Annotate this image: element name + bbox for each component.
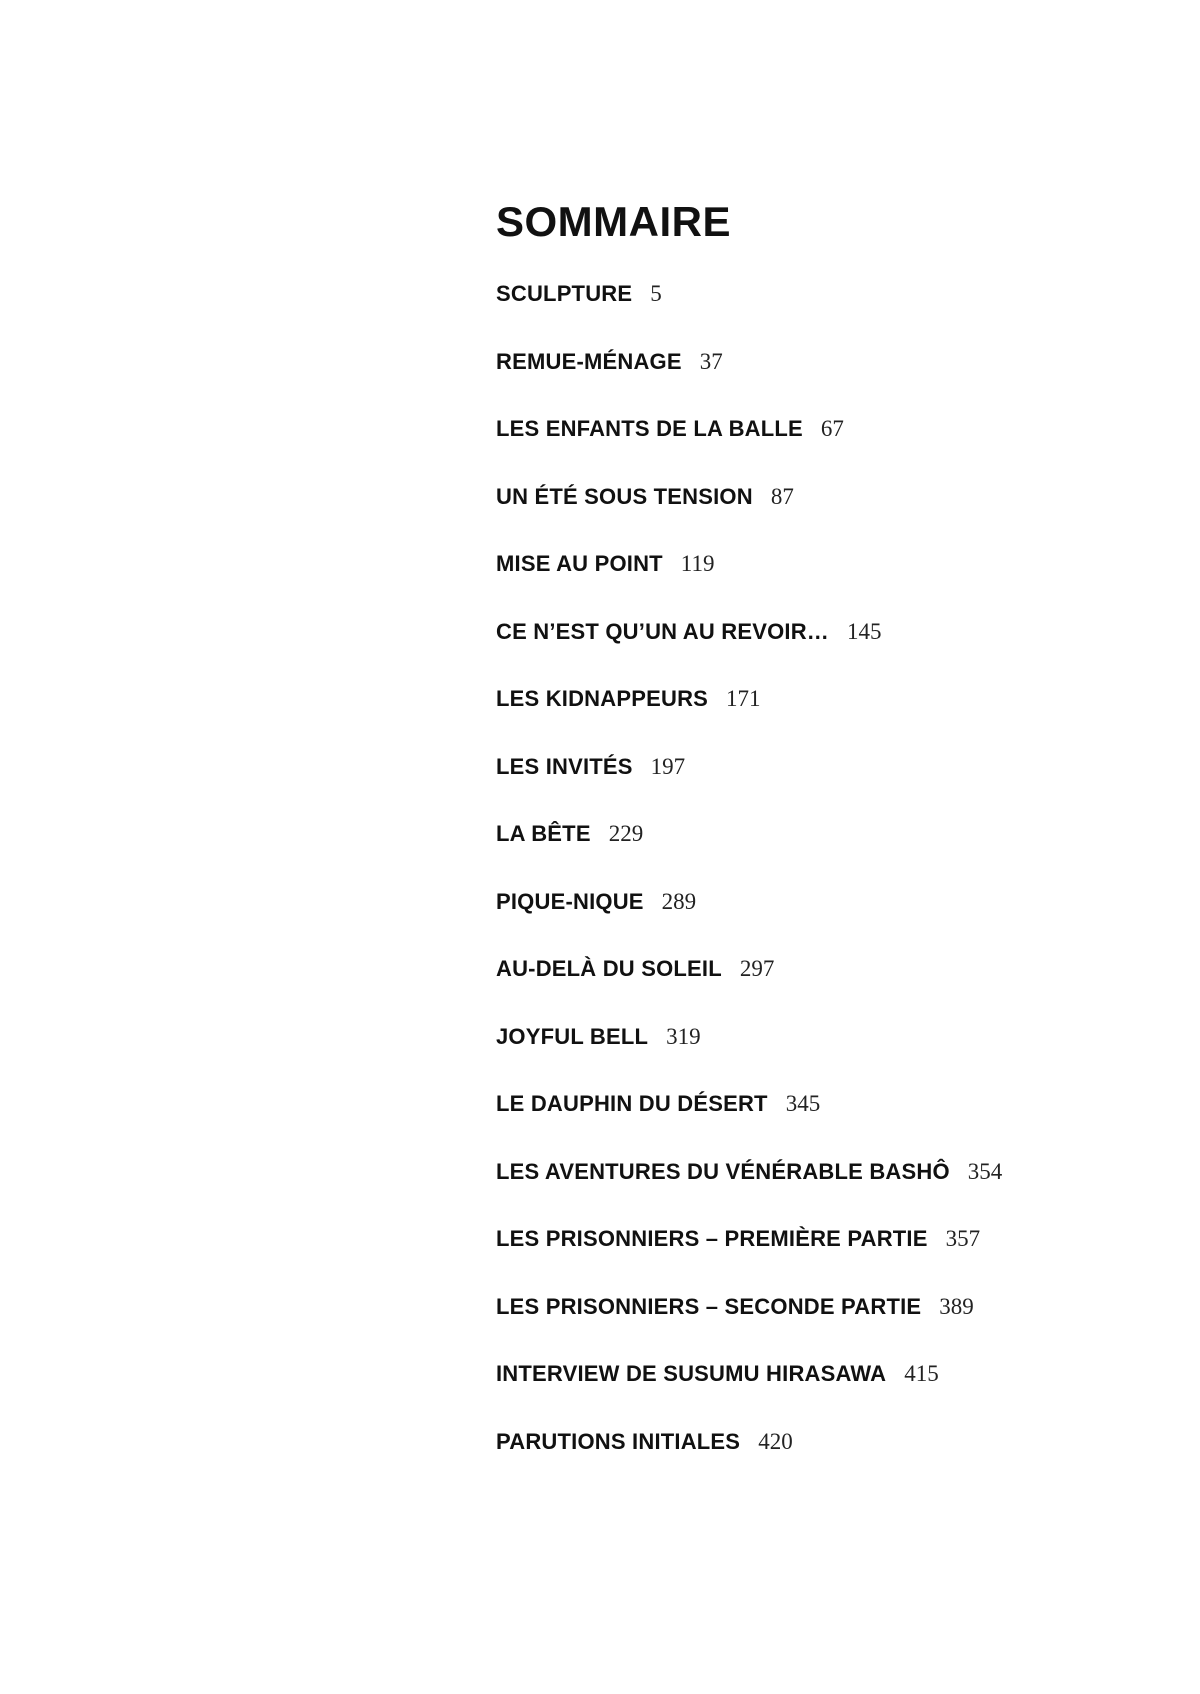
toc-entry-title: LES KIDNAPPEURS <box>496 686 709 711</box>
toc-entry-page-number: 289 <box>661 888 697 914</box>
toc-entry-title: CE N’EST QU’UN AU REVOIR… <box>496 618 829 644</box>
toc-entry <box>496 346 1002 414</box>
table-of-contents <box>496 196 1136 1454</box>
toc-entry <box>496 1088 1002 1156</box>
toc-entry-title: UN ÉTÉ SOUS TENSION <box>496 483 753 509</box>
toc-entry <box>496 1223 1002 1291</box>
toc-entry-title: INTERVIEW DE SUSUMU HIRASAWA <box>496 1361 887 1386</box>
toc-entry <box>496 616 1002 684</box>
toc-entry <box>496 886 1002 954</box>
toc-entry-title: MISE AU POINT <box>496 551 663 576</box>
toc-entry-title: LES PRISONNIERS – SECONDE PARTIE <box>496 1293 922 1319</box>
toc-entry-page-number: 145 <box>847 618 882 644</box>
toc-list <box>496 278 1002 1493</box>
toc-entry <box>496 1426 1002 1494</box>
toc-entry-page-number: 297 <box>739 956 775 981</box>
toc-entry-page-number: 319 <box>666 1023 701 1049</box>
toc-entry-page-number: 354 <box>967 1158 1003 1184</box>
toc-title: SOMMAIRE <box>496 198 731 245</box>
toc-entry-title: AU-DELÀ DU SOLEIL <box>496 956 722 981</box>
toc-entry-page-number: 5 <box>650 281 662 306</box>
toc-entry-title: LES PRISONNIERS – PREMIÈRE PARTIE <box>496 1226 928 1251</box>
toc-entry-page-number: 389 <box>939 1293 974 1319</box>
toc-entry-page-number: 67 <box>820 416 844 441</box>
toc-entry-title: LE DAUPHIN DU DÉSERT <box>496 1091 768 1116</box>
toc-entry-page-number: 420 <box>758 1428 793 1454</box>
toc-entry-title: LES AVENTURES DU VÉNÉRABLE BASHÔ <box>496 1158 950 1184</box>
toc-entry <box>496 1291 1002 1359</box>
toc-entry <box>496 1156 1002 1224</box>
toc-entry <box>496 481 1002 549</box>
toc-entry-page-number: 197 <box>650 753 686 779</box>
toc-entry-page-number: 357 <box>945 1226 981 1251</box>
toc-entry-page-number: 37 <box>699 348 723 374</box>
toc-entry <box>496 548 1002 616</box>
toc-entry-title: PIQUE-NIQUE <box>496 888 644 914</box>
toc-entry-title: JOYFUL BELL <box>496 1023 649 1049</box>
toc-entry-page-number: 87 <box>770 483 794 509</box>
toc-entry <box>496 751 1002 819</box>
toc-entry-title: PARUTIONS INITIALES <box>496 1428 741 1454</box>
toc-entry <box>496 683 1002 751</box>
toc-entry-title: REMUE-MÉNAGE <box>496 348 682 374</box>
toc-entry <box>496 278 1002 346</box>
toc-entry-title: SCULPTURE <box>496 281 633 306</box>
toc-entry-title: LA BÊTE <box>496 821 591 846</box>
toc-entry-page-number: 415 <box>904 1361 939 1386</box>
toc-entry <box>496 413 1002 481</box>
toc-entry-page-number: 119 <box>680 551 715 576</box>
toc-entry-page-number: 229 <box>608 821 644 846</box>
toc-entry <box>496 818 1002 886</box>
toc-entry <box>496 1358 1002 1426</box>
toc-entry <box>496 953 1002 1021</box>
toc-entry-page-number: 345 <box>785 1091 821 1116</box>
toc-entry-page-number: 171 <box>726 686 761 711</box>
toc-entry-title: LES INVITÉS <box>496 753 633 779</box>
toc-entry-title: LES ENFANTS DE LA BALLE <box>496 416 803 441</box>
toc-entry <box>496 1021 1002 1089</box>
